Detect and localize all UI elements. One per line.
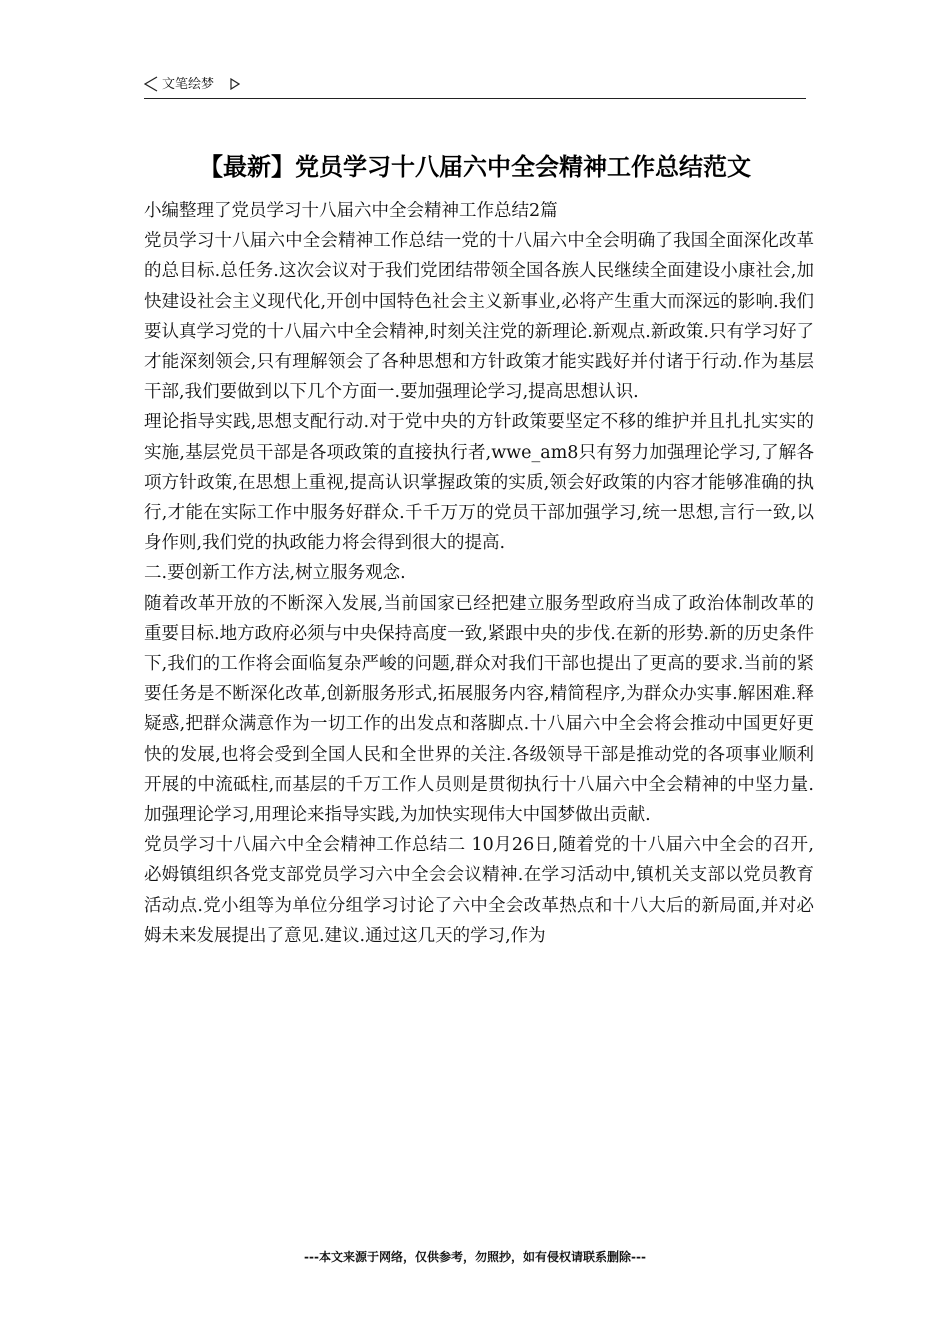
paragraph-intro: 小编整理了党员学习十八届六中全会精神工作总结2篇 (144, 201, 558, 221)
page-footer: ---本文来源于网络，仅供参考，勿照抄，如有侵权请联系删除--- (304, 1250, 646, 1264)
left-triangle-icon (144, 76, 158, 92)
page-header (144, 74, 806, 99)
paragraph-summary-two: 党员学习十八届六中全会精神工作总结二 10月26日,随着党的十八届六中全会的召开,必姆镇组织各党支部党员学习六中全会会议精神.在学习活动中,镇机关支部以党员教育活动点.党小组等为单位分组学习讨论了六中全会改革热点和十八大后的新局面,并对必姆未来发展提出了意见.建议.通过这几天的学习,作为 (144, 835, 814, 946)
paragraph-heading-two: 二.要创新工作方法,树立服务观念. (144, 563, 406, 584)
paragraph-reform: 随着改革开放的不断深入发展,当前国家已经把建立服务型政府当成了政治体制改革的重要目标.地方政府必须与中央保持高度一致,紧跟中央的步伐.在新的形势.新的历史条件下,我们的工作将会面临复杂严峻的问题,群众对我们干部也提出了更高的要求.当前的紧要任务是不断深化改革,创新服务形式,拓展服务内容,精简程序,为群众办实事.解困难.释疑惑,把群众满意作为一切工作的出发点和落脚点.十八届六中全会将会推动中国更好更快的发展,也将会受到全国人民和全世界的关注.各级领导干部是推动党的各项事业顺利开展的中流砥柱,而基层的千万工作人员则是贯彻执行十八届六中全会精神的中坚力量.加强理论学习,用理论来指导实践,为加快实现伟大中国梦做出贡献. (144, 593, 814, 826)
document-body (144, 196, 814, 951)
paragraph-summary-one: 党员学习十八届六中全会精神工作总结一党的十八届六中全会明确了我国全面深化改革的总目标.总任务.这次会议对于我们党团结带领全国各族人民继续全面建设小康社会,加快建设社会主义现代化,开创中国特色社会主义新事业,必将产生重大而深远的影响.我们要认真学习党的十八届六中全会精神,时刻关注党的新理论.新观点.新政策.只有学习好了才能深刻领会,只有理解领会了各种思想和方针政策才能实践好并付诸于行动.作为基层干部,我们要做到以下几个方面一.要加强理论学习,提高思想认识. (144, 231, 814, 403)
paragraph-theory: 理论指导实践,思想支配行动.对于党中央的方针政策要坚定不移的维护并且扎扎实实的实施,基层党员干部是各项政策的直接执行者,wwe_am8只有努力加强理论学习,了解各项方针政策,在思想上重视,提高认识掌握政策的实质,领会好政策的内容才能够准确的执行,才能在实际工作中服务好群众.千千万万的党员干部加强学习,统一思想,言行一致,以身作则,我们党的执政能力将会得到很大的提高. (144, 412, 814, 554)
right-triangle-icon (230, 78, 240, 90)
document-title: 【最新】党员学习十八届六中全会精神工作总结范文 (199, 153, 751, 181)
header-title: 文笔绘梦 (162, 77, 215, 92)
